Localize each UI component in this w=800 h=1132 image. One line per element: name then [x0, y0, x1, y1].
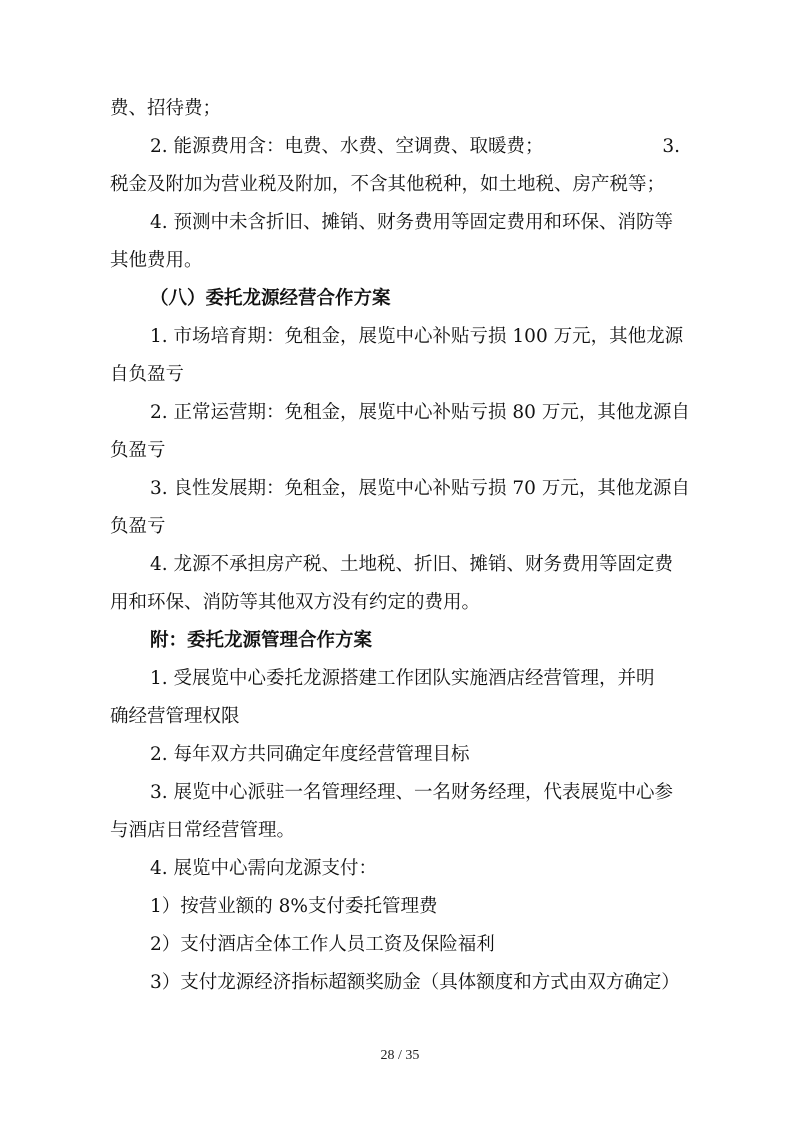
- text-line: 税金及附加为营业税及附加，不含其他税种，如土地税、房产税等；: [110, 174, 666, 195]
- text-line: 4. 龙源不承担房产税、土地税、折旧、摊销、财务费用等固定费: [150, 554, 674, 575]
- text-line: 1. 受展览中心委托龙源搭建工作团队实施酒店经营管理，并明: [150, 668, 655, 689]
- text-line: 确经营管理权限: [110, 706, 240, 727]
- text-line-justified: [150, 135, 680, 159]
- text-line: 2. 每年双方共同确定年度经营管理目标: [150, 744, 470, 765]
- text-line: 3. 良性发展期：免租金，展览中心补贴亏损 70 万元，其他龙源自: [150, 478, 690, 499]
- text-line: 3. 展览中心派驻一名管理经理、一名财务经理，代表展览中心参: [150, 782, 674, 803]
- section-heading: （八）委托龙源经营合作方案: [150, 288, 391, 309]
- text-line: 自负盈亏: [110, 364, 185, 385]
- text-segment: 2. 能源费用含：电费、水费、空调费、取暖费；: [150, 136, 544, 157]
- text-line: 费、招待费；: [110, 98, 222, 119]
- text-line: 负盈亏: [110, 516, 166, 537]
- text-line: 与酒店日常经营管理。: [110, 820, 296, 841]
- text-line: 用和环保、消防等其他双方没有约定的费用。: [110, 592, 481, 613]
- text-line: 4. 展览中心需向龙源支付：: [150, 858, 378, 879]
- text-line: 负盈亏: [110, 440, 166, 461]
- page-number: 28 / 35: [380, 1048, 420, 1063]
- text-line: 其他费用。: [110, 250, 203, 271]
- text-line: 4. 预测中未含折旧、摊销、财务费用等固定费用和环保、消防等: [150, 212, 674, 233]
- text-line: 1）按营业额的 8%支付委托管理费: [150, 896, 438, 917]
- text-line: 1. 市场培育期：免租金，展览中心补贴亏损 100 万元，其他龙源: [150, 326, 684, 347]
- section-heading: 附：委托龙源管理合作方案: [150, 630, 373, 651]
- text-line: 3）支付龙源经济指标超额奖励金（具体额度和方式由双方确定）: [150, 972, 680, 993]
- text-segment: 3.: [662, 136, 680, 157]
- text-line: 2）支付酒店全体工作人员工资及保险福利: [150, 934, 495, 955]
- text-line: 2. 正常运营期：免租金，展览中心补贴亏损 80 万元，其他龙源自: [150, 402, 690, 423]
